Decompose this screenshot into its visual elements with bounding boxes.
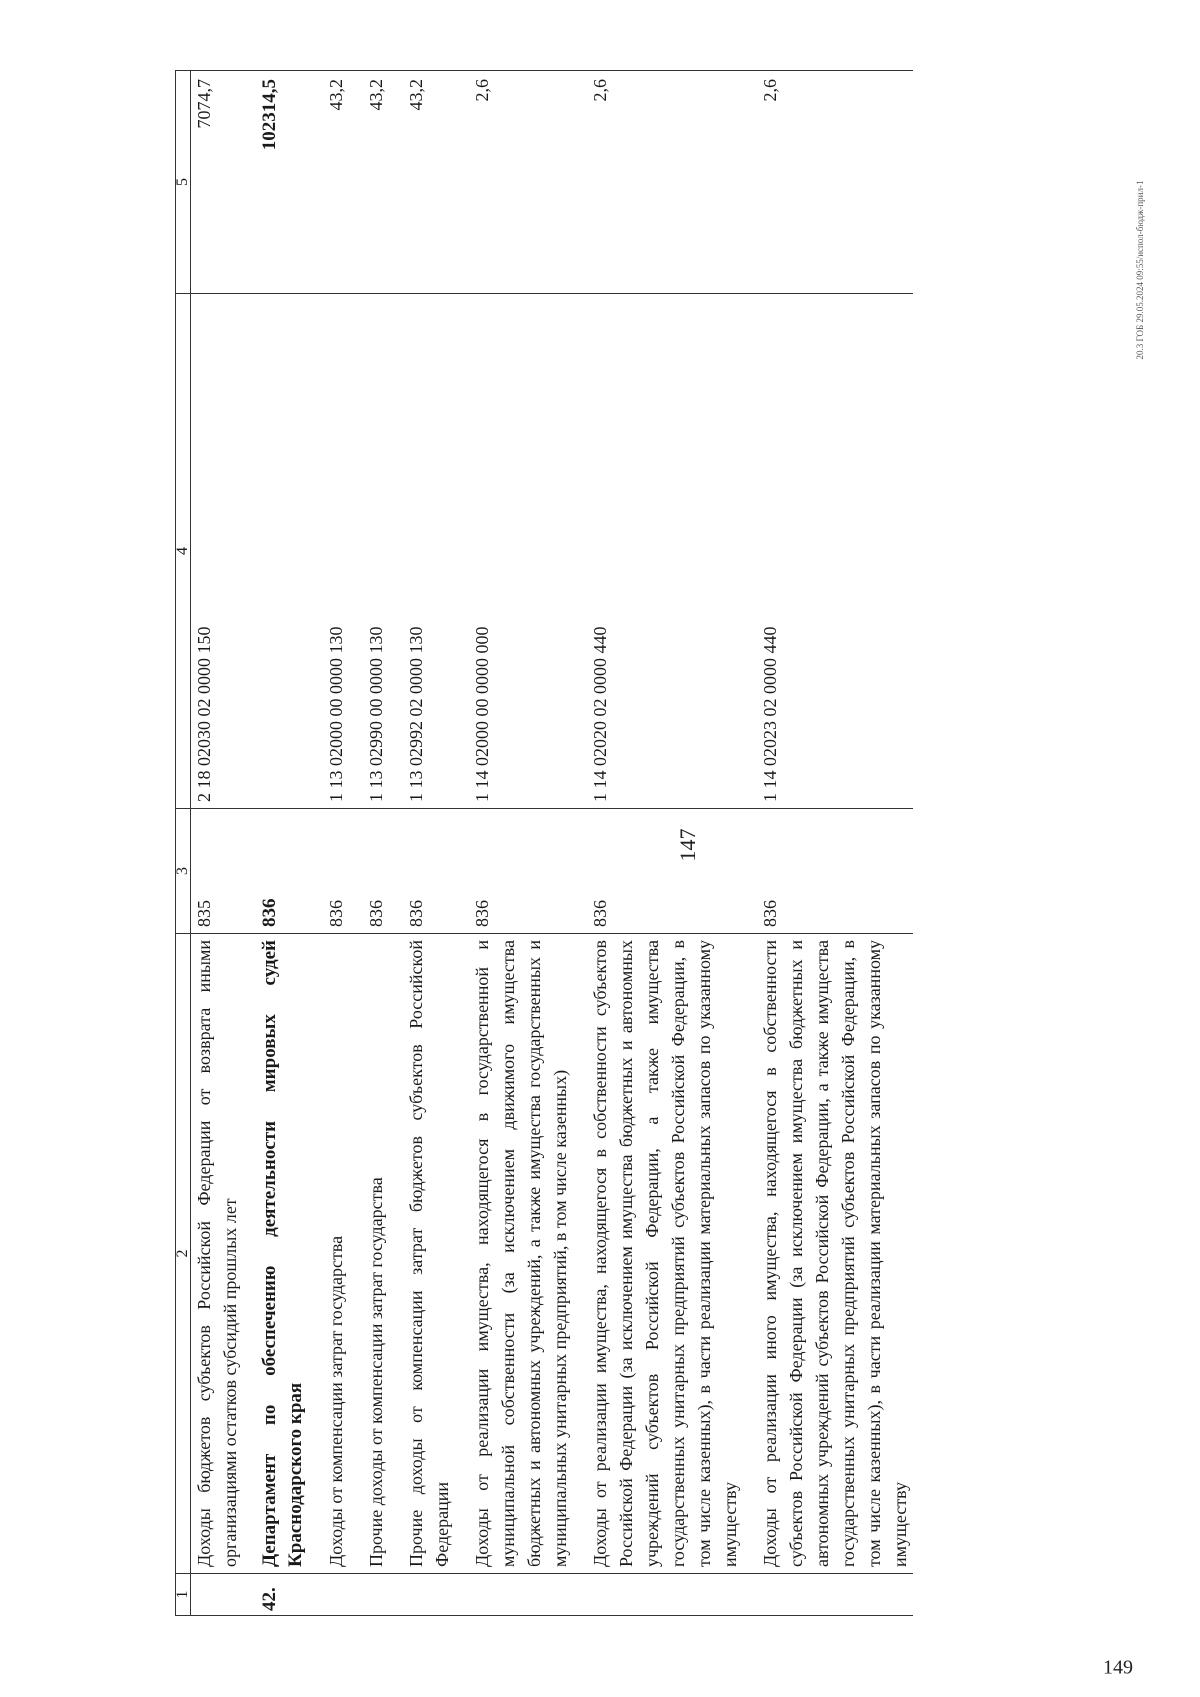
- page-number-bottom: 149: [1103, 1656, 1133, 1679]
- row-description: Департамент по обеспечению деятельности мировых судей Краснодарского края: [257, 934, 309, 1574]
- row-budget-code: 1 13 02000 00 0000 130: [323, 294, 349, 809]
- row-value: 2,6: [757, 71, 913, 294]
- row-number: [323, 1574, 349, 1616]
- row-admin-code: 836: [323, 809, 349, 934]
- row-value: 43,2: [363, 71, 389, 294]
- row-description: Прочие доходы от компенсации затрат государства: [363, 934, 389, 1574]
- row-budget-code: [257, 294, 309, 809]
- row-spacer: [389, 71, 403, 1616]
- row-admin-code: 836: [469, 809, 573, 934]
- row-admin-code: 835: [191, 809, 244, 934]
- row-budget-code: 1 13 02990 00 0000 130: [363, 294, 389, 809]
- row-number: 42.: [257, 1574, 309, 1616]
- row-admin-code: 836: [757, 809, 913, 934]
- row-admin-code: 836: [257, 809, 309, 934]
- table-body: [191, 71, 914, 1616]
- row-number: [587, 1574, 743, 1616]
- revenue-table: [175, 70, 913, 1616]
- row-budget-code: 1 14 02000 00 0000 000: [469, 294, 573, 809]
- row-admin-code: 836: [587, 809, 743, 934]
- table-row: [757, 71, 913, 1616]
- row-budget-code: 1 14 02023 02 0000 440: [757, 294, 913, 809]
- row-description: Доходы от компенсации затрат государства: [323, 934, 349, 1574]
- row-description: Доходы от реализации имущества, находящегося в собственности субъектов Российской Федерации (за исключением имущества бюджетных и автономных учреждений субъектов Российской Федерации, а также имущества государственных унитарных предприятий субъектов Российской Федерации, в том числе казенных), в части реализации материальных запасов по указанному имуществу: [587, 934, 743, 1574]
- row-admin-code: 836: [363, 809, 389, 934]
- row-admin-code: 836: [403, 809, 455, 934]
- table-row: [587, 71, 743, 1616]
- row-value: 2,6: [587, 71, 743, 294]
- table-header-row: [176, 71, 191, 1616]
- row-value: 43,2: [403, 71, 455, 294]
- row-spacer: [243, 71, 257, 1616]
- row-budget-code: 1 13 02992 02 0000 130: [403, 294, 455, 809]
- column-header-1: 1: [176, 1574, 191, 1616]
- row-number: [757, 1574, 913, 1616]
- column-header-3: 3: [176, 809, 191, 934]
- row-number: [363, 1574, 389, 1616]
- row-spacer: [349, 71, 363, 1616]
- table-row: [323, 71, 349, 1616]
- row-value: 7074,7: [191, 71, 244, 294]
- row-description: Доходы бюджетов субъектов Российской Федерации от возврата иными организациями остатков субсидий прошлых лет: [191, 934, 244, 1574]
- column-header-5: 5: [176, 71, 191, 294]
- row-number: [191, 1574, 244, 1616]
- table-row: [257, 71, 309, 1616]
- row-value: 102314,5: [257, 71, 309, 294]
- footer-doc-code: 20.3 ГОБ 29.05.2024 09:55/испол-бюдж-прил-1: [1135, 180, 1145, 360]
- column-header-2: 2: [176, 934, 191, 1574]
- row-spacer: [309, 71, 323, 1616]
- page-number-top: 147: [675, 828, 700, 862]
- revenue-table-rotated: [175, 71, 945, 1616]
- row-spacer: [573, 71, 587, 1616]
- table-row: [363, 71, 389, 1616]
- row-value: 43,2: [323, 71, 349, 294]
- row-number: [469, 1574, 573, 1616]
- row-number: [403, 1574, 455, 1616]
- table-row: [403, 71, 455, 1616]
- row-description: Доходы от реализации имущества, находящегося в государственной и муниципальной собственности (за исключением движимого имущества бюджетных и автономных учреждений, а также имущества государственных и муниципальных унитарных предприятий, в том числе казенных): [469, 934, 573, 1574]
- row-spacer: [743, 71, 757, 1616]
- row-description: Прочие доходы от компенсации затрат бюджетов субъектов Российской Федерации: [403, 934, 455, 1574]
- row-budget-code: 1 14 02020 02 0000 440: [587, 294, 743, 809]
- row-description: Доходы от реализации иного имущества, находящегося в собственности субъектов Российской Федерации (за исключением имущества бюджетных и автономных учреждений субъектов Российской Федерации, а также имущества государственных унитарных предприятий субъектов Российской Федерации, в том числе казенных), в части реализации материальных запасов по указанному имуществу: [757, 934, 913, 1574]
- table-row: [191, 71, 244, 1616]
- row-spacer: [455, 71, 469, 1616]
- row-value: 2,6: [469, 71, 573, 294]
- row-budget-code: 2 18 02030 02 0000 150: [191, 294, 244, 809]
- column-header-4: 4: [176, 294, 191, 809]
- table-row: [469, 71, 573, 1616]
